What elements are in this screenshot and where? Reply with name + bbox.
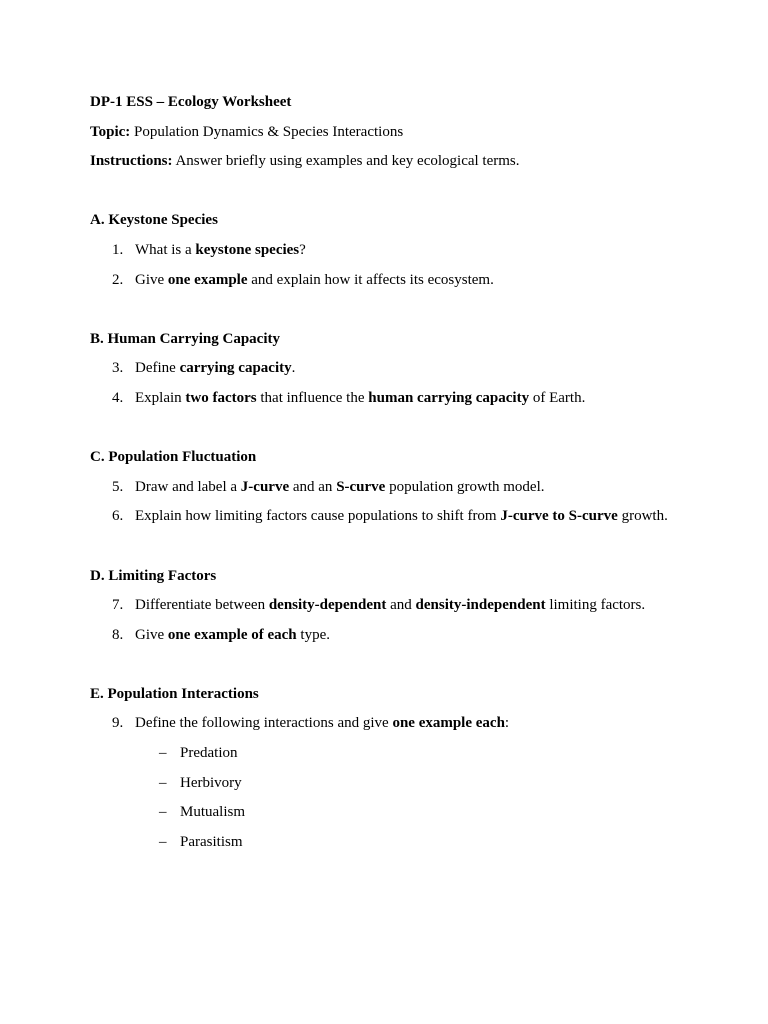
question-item <box>90 269 730 299</box>
sub-list-item <box>90 831 730 861</box>
question-text: Draw and label a J-curve and an S-curve population growth model. <box>135 478 545 495</box>
question-number: 8. <box>112 626 124 643</box>
question-item <box>90 357 730 387</box>
sub-item-text: Predation <box>180 745 238 762</box>
question-text: Explain how limiting factors cause populations to shift from J-curve to S-curve growth. <box>135 508 668 525</box>
question-item <box>90 624 730 654</box>
sub-list-item <box>90 742 730 772</box>
question-number: 7. <box>112 597 124 614</box>
question-text: What is a keystone species? <box>135 241 306 258</box>
question-number: 6. <box>112 508 124 525</box>
section-heading: B. Human Carrying Capacity <box>90 330 281 347</box>
dash-bullet: – <box>159 745 167 762</box>
section-heading: C. Population Fluctuation <box>90 449 257 466</box>
question-item <box>90 712 730 742</box>
question-item <box>90 387 730 417</box>
instructions-line <box>90 150 730 180</box>
sub-list-item <box>90 772 730 802</box>
question-number: 4. <box>112 389 124 406</box>
sub-item-text: Herbivory <box>180 774 242 791</box>
dash-bullet: – <box>159 774 167 791</box>
sub-item-text: Mutualism <box>180 804 246 821</box>
question-item <box>90 505 730 535</box>
sub-item-text: Parasitism <box>180 833 243 850</box>
section-heading: D. Limiting Factors <box>90 567 217 584</box>
worksheet-title: DP-1 ESS – Ecology Worksheet <box>90 94 292 110</box>
question-text: Give one example and explain how it affects its ecosystem. <box>135 271 494 288</box>
topic-text: Population Dynamics & Species Interactions <box>130 123 404 140</box>
dash-bullet: – <box>159 804 167 821</box>
question-text: Differentiate between density-dependent and density-independent limiting factors. <box>135 597 646 614</box>
topic-line <box>90 121 730 151</box>
question-text: Explain two factors that influence the human carrying capacity of Earth. <box>135 389 586 406</box>
instructions-text: Answer briefly using examples and key ecological terms. <box>172 153 520 170</box>
instructions-label: Instructions: <box>90 153 173 170</box>
question-text: Give one example of each type. <box>135 626 330 643</box>
question-number: 1. <box>112 241 124 258</box>
section-heading: A. Keystone Species <box>90 212 218 229</box>
question-item <box>90 594 730 624</box>
section-heading: E. Population Interactions <box>90 685 259 702</box>
question-item <box>90 239 730 269</box>
question-number: 3. <box>112 360 124 377</box>
question-item <box>90 476 730 506</box>
dash-bullet: – <box>159 833 167 850</box>
sub-list-item <box>90 801 730 831</box>
worksheet-page <box>90 91 730 860</box>
question-number: 2. <box>112 271 124 288</box>
question-number: 5. <box>112 478 124 495</box>
topic-label: Topic: <box>90 123 131 140</box>
question-text: Define the following interactions and give one example each: <box>135 715 510 732</box>
question-number: 9. <box>112 715 124 732</box>
question-text: Define carrying capacity. <box>135 360 296 377</box>
